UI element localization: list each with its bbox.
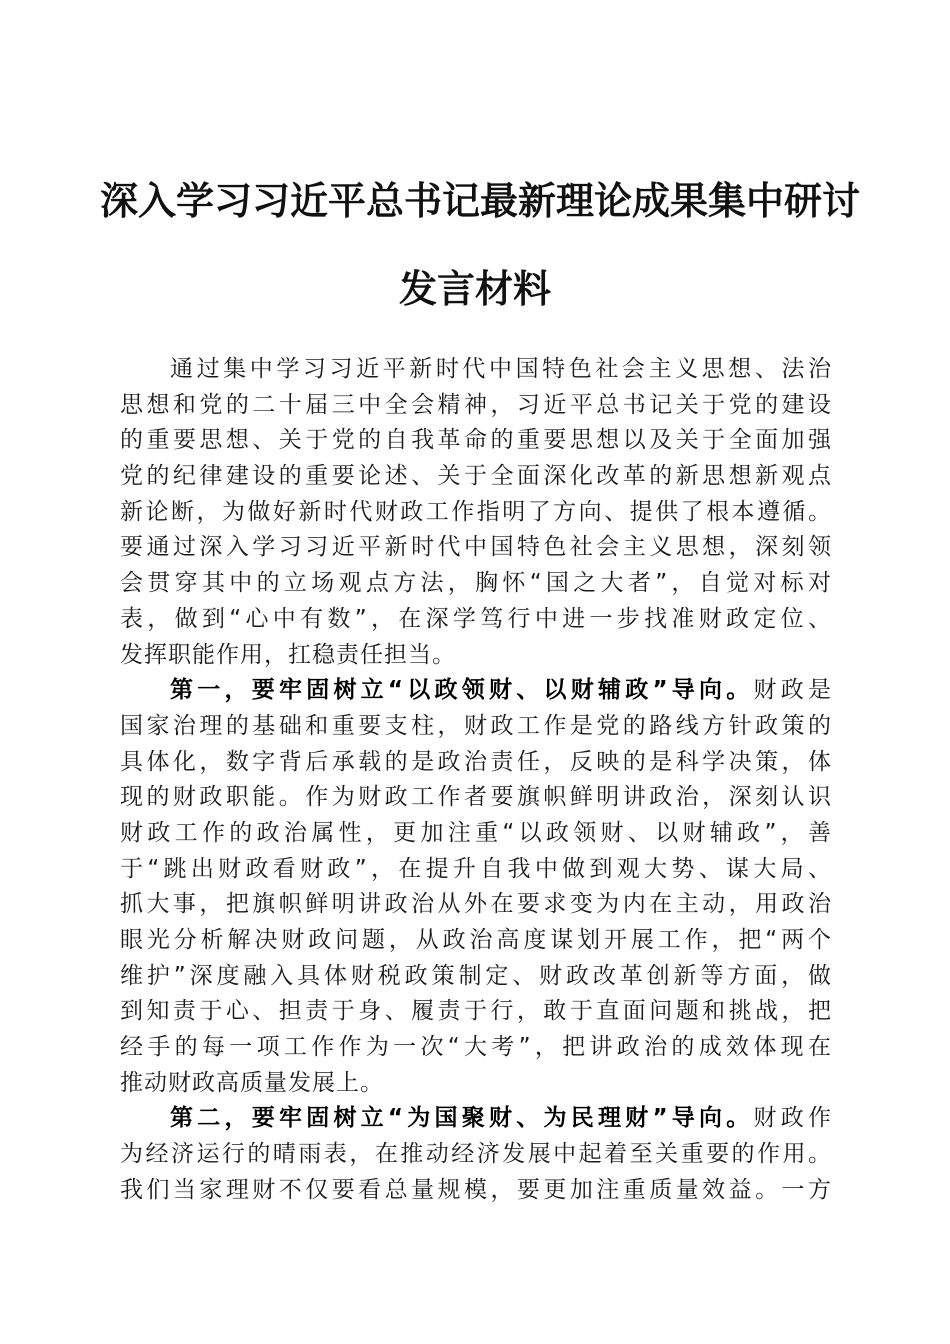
paragraph-line: 发挥职能作用，扛稳责任担当。 [120,641,456,668]
document-title-line-2: 发言材料 [398,266,551,311]
paragraph-line: 新论断，为做好新时代财政工作指明了方向、提供了根本遵循。 [120,498,832,525]
paragraph-line-rest: 财政是 [753,677,832,704]
paragraph-line: 抓大事，把旗帜鲜明讲政治从外在要求变为内在主动，用政治 [120,891,832,918]
section-heading-second: 第二，要牢固树立“为国聚财、为民理财”导向。 [170,1105,754,1132]
document-body [120,352,832,1209]
paragraph-line: 通过集中学习习近平新时代中国特色社会主义思想、法治 [170,356,832,382]
paragraph-first-line [120,673,832,709]
paragraph-line: 表，做到“心中有数”，在深学笃行中进一步找准财政定位、 [120,605,832,632]
section-heading-first: 第一，要牢固树立“以政领财、以财辅政”导向。 [170,677,754,704]
paragraph-line: 党的纪律建设的重要论述、关于全面深化改革的新思想新观点 [120,463,832,490]
paragraph-line: 为经济运行的晴雨表，在推动经济发展中起着至关重要的作用。 [120,1141,832,1168]
paragraph-line: 现的财政职能。作为财政工作者要旗帜鲜明讲政治，深刻认识 [120,784,832,811]
paragraph-line: 具体化，数字背后承载的是政治责任，反映的是科学决策，体 [120,748,832,775]
paragraph-first-line [120,1101,832,1137]
paragraph-line: 推动财政高质量发展上。 [120,1069,384,1096]
paragraph-line: 的重要思想、关于党的自我革命的重要思想以及关于全面加强 [120,427,832,454]
document-title-line-1: 深入学习习近平总书记最新理论成果集中研讨 [100,178,861,223]
paragraph-line: 维护”深度融入具体财税政策制定、财政改革创新等方面，做 [120,962,832,989]
paragraph-line: 于“跳出财政看财政”，在提升自我中做到观大势、谋大局、 [120,855,832,882]
paragraph-line-rest: 财政作 [753,1105,832,1132]
paragraph-line: 要通过深入学习习近平新时代中国特色社会主义思想，深刻领 [120,534,832,561]
paragraph-line: 财政工作的政治属性，更加注重“以政领财、以财辅政”，善 [120,819,832,846]
paragraph-line: 会贯穿其中的立场观点方法，胸怀“国之大者”，自觉对标对 [120,570,832,597]
paragraph-line: 思想和党的二十届三中全会精神，习近平总书记关于党的建设 [120,391,832,418]
paragraph-line: 我们当家理财不仅要看总量规模，要更加注重质量效益。一方 [120,1176,832,1203]
paragraph-line: 国家治理的基础和重要支柱，财政工作是党的路线方针政策的 [120,712,832,739]
paragraph-line: 眼光分析解决财政问题，从政治高度谋划开展工作，把“两个 [120,927,832,953]
paragraph-line: 到知责于心、担责于身、履责于行，敢于直面问题和挑战，把 [120,998,832,1025]
paragraph-line: 经手的每一项工作作为一次“大考”，把讲政治的成效体现在 [120,1034,832,1061]
